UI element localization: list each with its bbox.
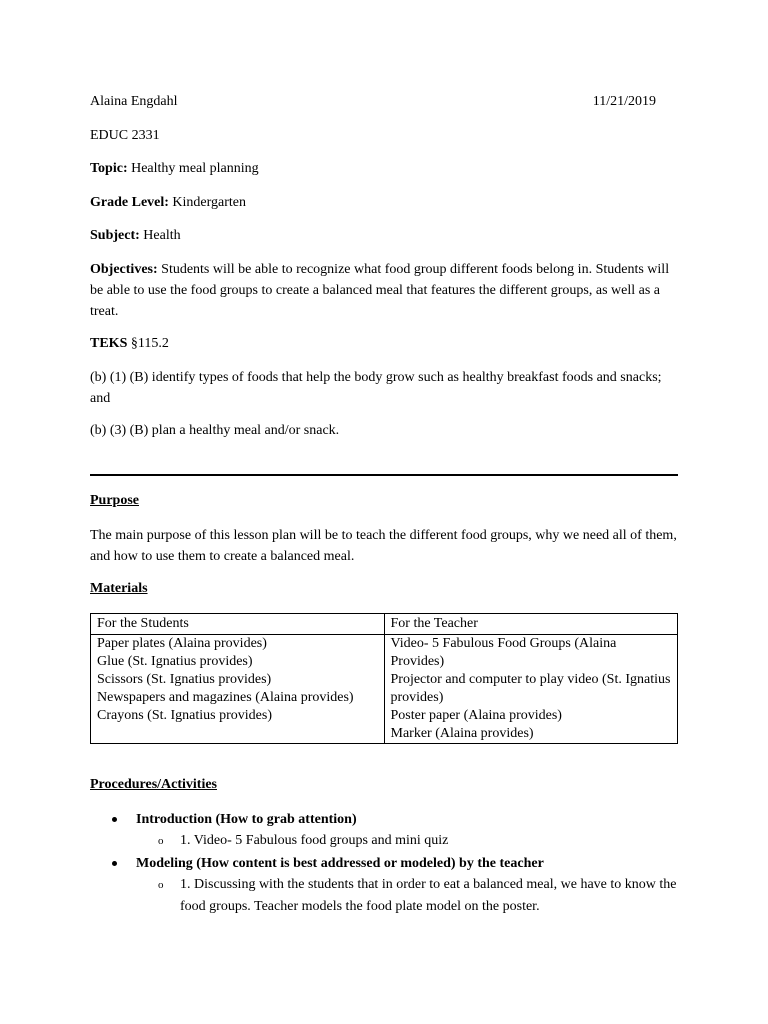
list-item: Paper plates (Alaina provides) [97,636,267,651]
document-date: 11/21/2019 [592,94,656,109]
author-name: Alaina Engdahl [90,94,178,109]
list-item: Newspapers and magazines (Alaina provides) [97,690,354,705]
list-item: Marker (Alaina provides) [390,726,534,741]
list-item: Poster paper (Alaina provides) [390,708,562,723]
subject-value: Health [143,228,181,243]
teacher-materials-cell [384,635,678,744]
teks-value: §115.2 [130,336,169,351]
procedure-subitem-text: 1. Video- 5 Fabulous food groups and mini quiz [180,833,449,848]
list-item: Video- 5 Fabulous Food Groups (Alaina Provides) [390,636,617,669]
procedure-title: Introduction (How to grab attention) [136,812,357,827]
list-item: Projector and computer to play video (St. Ignatius provides) [390,672,671,705]
grade-label: Grade Level: [90,195,169,210]
bullet-icon [112,817,117,822]
purpose-text: The main purpose of this lesson plan will be to teach the different food groups, why we need all of them, and how to use them to create a balanced meal. [90,528,677,564]
students-materials-cell [91,635,385,744]
procedure-title: Modeling (How content is best addressed or modeled) by the teacher [136,856,544,871]
procedures-heading: Procedures/Activities [90,777,218,792]
column-header-teacher: For the Teacher [384,614,678,635]
subject-label: Subject: [90,228,140,243]
teks-line [90,334,169,354]
topic-line [90,159,259,179]
materials-table [90,613,678,744]
table-row [91,635,678,744]
procedure-subitem [158,830,678,852]
bullet-icon [112,861,117,866]
column-header-students: For the Students [91,614,385,635]
course-code: EDUC 2331 [90,128,160,143]
subject-line [90,226,181,246]
materials-heading: Materials [90,581,148,596]
objectives-paragraph [90,259,678,322]
list-item: Glue (St. Ignatius provides) [97,654,253,669]
teks-label: TEKS [90,336,128,351]
purpose-heading: Purpose [90,493,139,508]
sub-bullet-icon: o [158,879,164,891]
topic-label: Topic: [90,161,128,176]
list-item: Crayons (St. Ignatius provides) [97,708,272,723]
horizontal-divider [90,474,678,476]
table-header-row [91,614,678,635]
objectives-value: Students will be able to recognize what food group different foods belong in. Students will be able to use the food groups to create a balanced meal that features the different groups, as well as a treat. [90,262,670,319]
list-item: Scissors (St. Ignatius provides) [97,672,272,687]
grade-value: Kindergarten [172,195,247,210]
procedure-subitem-text: 1. Discussing with the students that in order to eat a balanced meal, we have to know the food groups. Teacher models the food plate model on the poster. [180,877,677,914]
procedure-subitem [158,874,678,918]
teks-item-1: (b) (1) (B) identify types of foods that help the body grow such as healthy breakfast foods and snacks; and [90,370,662,406]
sub-bullet-icon: o [158,835,164,847]
teks-item-2: (b) (3) (B) plan a healthy meal and/or snack. [90,423,340,438]
topic-value: Healthy meal planning [131,161,259,176]
objectives-label: Objectives: [90,262,158,277]
grade-line [90,193,246,213]
